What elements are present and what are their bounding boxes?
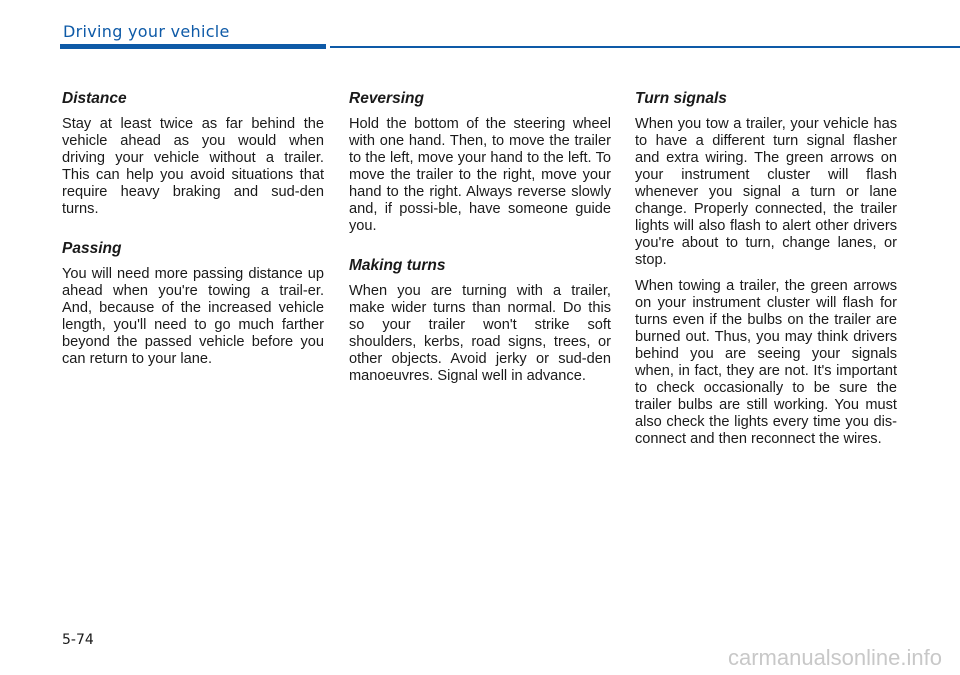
reversing-text: Hold the bottom of the steering wheel with one hand. Then, to move the trailer to the left, move your hand to the left. To move the trailer to the right, move your hand to the right. Always reverse slowly and, if possi-ble, have someone guide you.	[349, 116, 611, 234]
header-rule-thick	[60, 44, 326, 49]
making-turns-text: When you are turning with a trailer, make wider turns than normal. Do this so your trailer won't strike soft shoulders, kerbs, road signs, trees, or other objects. Avoid jerky or sud-den manoeuvres. Signal well in advance.	[349, 283, 611, 384]
header-rule-thin	[330, 46, 960, 48]
distance-heading: Distance	[62, 90, 127, 107]
section-title: Driving your vehicle	[63, 22, 230, 41]
column-3	[635, 90, 897, 457]
distance-text: Stay at least twice as far behind the vehicle ahead as you would when driving your vehicle without a trailer. This can help you avoid situations that require heavy braking and sud-den turns.	[62, 116, 324, 217]
making-turns-heading: Making turns	[349, 257, 446, 274]
turn-signals-text-2: When towing a trailer, the green arrows on your instrument cluster will flash for turns even if the bulbs on the trailer are burned out. Thus, you may think drivers behind you are seeing your signals when, in fact, they are not. It's important to check occasionally to be sure the trailer bulbs are still working. You must also check the lights every time you dis-connect and then reconnect the wires.	[635, 278, 897, 447]
reversing-heading: Reversing	[349, 90, 424, 107]
watermark: carmanualsonline.info	[727, 645, 942, 670]
column-2	[349, 90, 611, 394]
turn-signals-text-1: When you tow a trailer, your vehicle has to have a different turn signal flasher and extra wiring. The green arrows on your instrument cluster will flash whenever you signal a turn or lane change. Properly connected, the trailer lights will also flash to alert other drivers you're about to turn, change lanes, or stop.	[635, 116, 897, 268]
passing-heading: Passing	[62, 240, 122, 257]
turn-signals-heading: Turn signals	[635, 90, 727, 107]
column-1	[62, 90, 324, 377]
passing-text: You will need more passing distance up ahead when you're towing a trail-er. And, because of the increased vehicle length, you'll need to go much farther beyond the passed vehicle before you can return to your lane.	[62, 266, 324, 367]
page-number: 5-74	[62, 632, 94, 648]
